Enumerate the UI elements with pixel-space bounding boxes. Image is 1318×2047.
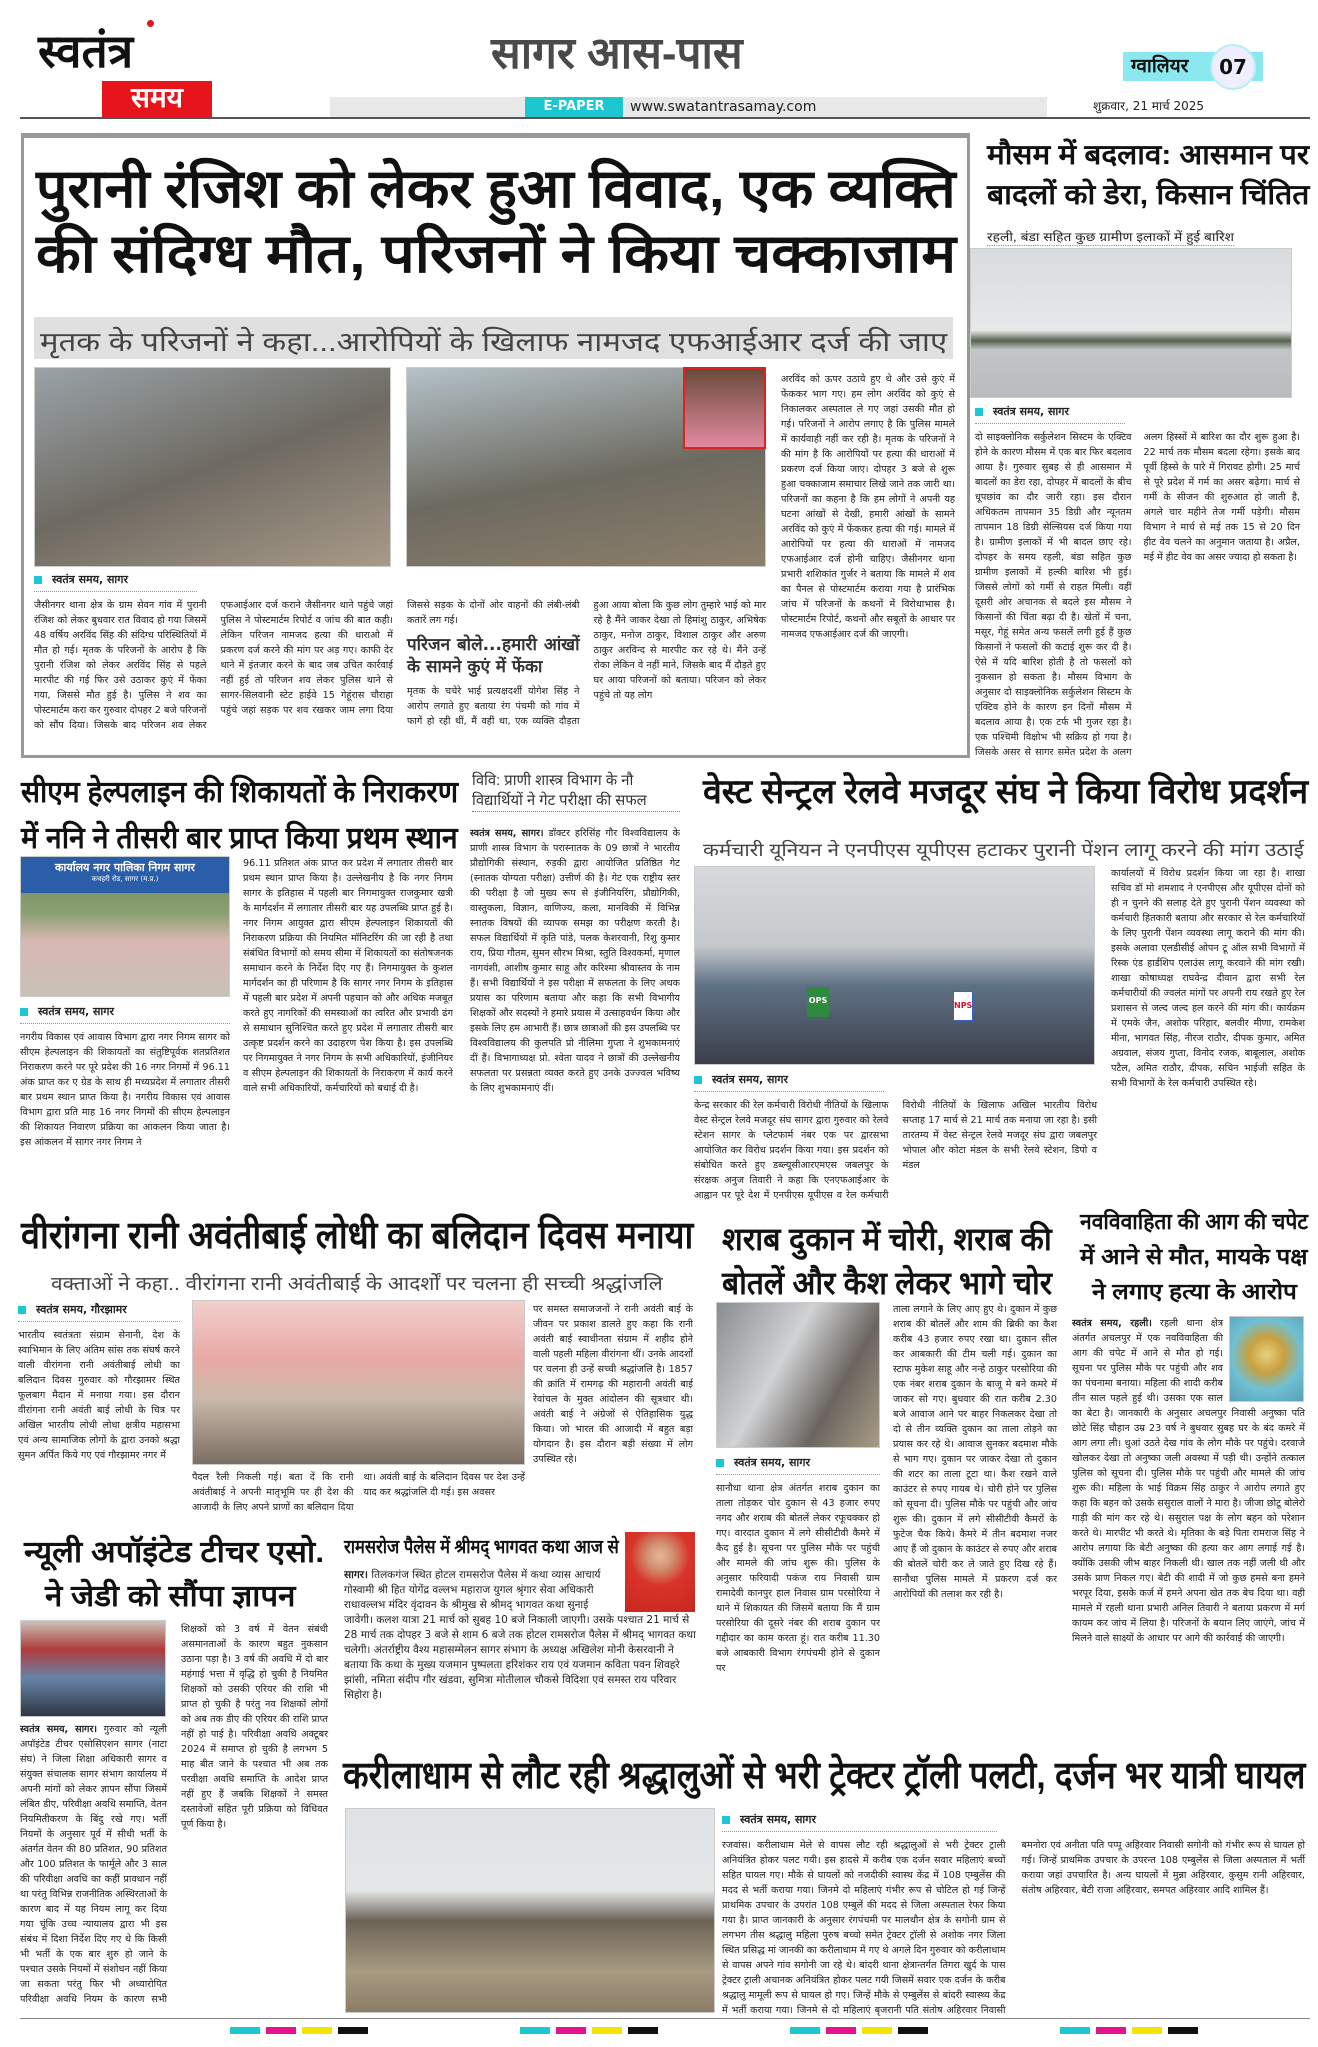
lead-body-right-column: अरविंद को ऊपर उठाये हुए थे और उसे कुएं में फेंककर भाग गए। हम लोग अरविंद को कुएं से निकालकर अस्पताल ले गए जहां उसकी मौत हो गई। परिजनों ने आरोप लगाए है कि पुलिस मामले में कार्यवाही नहीं कर रही है। मृतक के परिजनों ने की मांग है कि आरोपियों पर हत्या की धाराओं में प्रकरण दर्ज किया जाए। दोपहर 3 बजे से शुरू हुआ चक्काजाम समाचार लिखे जाने तक जारी था। परिजनों का कहना है कि हम लोगों ने अपनी यह घटना आंखों से देखी, हमारी आंखों के सामने अरविंद को कुएं में फेंककर हत्या की गई। मामले में आरोपियों पर हत्या की धाराओं में नामजद एफआईआर दर्ज होनी चाहिए। जैसीनगर थाना प्रभारी शशिकांत गुर्जर ने बताया कि मामले में शव का पैनल से पोस्टमार्टम कराया गया है प्रारंभिक जांच में परिजनों के कथनों में विरोधाभास है। पोस्टमार्टम रिपोर्ट, कथनों और सबूतों के आधार पर नामजद एफआईआर दर्ज की जाएगी। <box>781 374 955 640</box>
railway-body-a: केन्द्र सरकार की रेल कर्मचारी विरोधी नीतियों के खिलाफ वेस्ट सेन्ट्रल रेलवे मजदूर संघ सागर द्वारा गुरुवार को रेलवे स्टेशन सागर के प्लेटफार्म नंबर एक पर द्वारसभा आयोजित कर विरोध प्रदर्शन किया गया। इस प्रदर्शन को संबोधित करते हुए डब्ल्यूसीआरएमएस जबलपुर के संरक्षक अनुज तिवारी ने कहा कि एनएफआईआर के आह्वान पर पूरे देश में एनपीएस यूपीएस व रेल कर्मचारी विरोधी नीतियों के खिलाफ अखिल भारतीय विरोध सप्ताह 17 मार्च से 21 मार्च तक मनाया जा रहा है। इसी तारतम्य में वेस्ट सेन्ट्रल रेलवे मजदूर संघ द्वारा जबलपुर भोपाल और कोटा मंडल के सभी रेलवे स्टेशन, डिपो व मंडल <box>694 1100 1097 1201</box>
vidhi-headline <box>472 773 680 812</box>
weather-lake-photo <box>970 248 1292 398</box>
veerangana-dateline: स्वतंत्र समय, गौरझामर <box>18 1302 180 1322</box>
veerangana-headline: वीरांगना रानी अवंतीबाई लोधी का बलिदान दिवस मनाया <box>21 1215 694 1257</box>
veerangana-body-a: भारतीय स्वतंत्रता संग्राम सेनानी, देश के स्वाभिमान के लिए अंतिम सांस तक संघर्ष करने वाली वीरांगना रानी अवंतीबाई लोधी का बलिदान दिवस गुरुवार को गौरझामर स्थित फूलबाग मैदान में मनाया गया। इस दौरान वीरांगना रानी अवंती बाई लोधी के चित्र पर अखिल भारतीय लोधी लोधा क्षत्रीय महासभा एवं अन्य सामाजिक लोगों के द्वारा उनको श्रद्धा सुमन अर्पित किये गए एवं गौरझामर नगर में <box>18 1330 180 1461</box>
lead-dateline: स्वतंत्र समय, सागर <box>34 572 197 592</box>
newlywed-body-text: रहली थाना क्षेत्र अंतर्गत अचलपुर में एक नवविवाहिता की आग की चपेट में आने से मौत हो गई। सूचना पर पुलिस मौके पर पहुंची और शव का पंचनामा बनाया। महिला की शादी करीब तीन साल पहले हुई थी। उसका एक साल का बेटा है। जानकारी के अनुसार अचलपुर निवासी अनुष्का पति छोटे सिंह चौहान उम्र 23 वर्ष ने बुधवार सुबह घर के बंद कमरे में आग लगा ली। धुआं उठते देख गांव के लोग मौके पर पहुंचे। दरवाजे खोलकर देखा तो अनुष्का जली अवस्था में पड़ी थी। उन्होंने तत्काल पुलिस को सूचना दी। पुलिस मौके पर पहुंची और मामले की जांच शुरू की। महिला के भाई विक्रम सिंह ठाकुर ने आरोप लगाते हुए कहा कि बहन को उसके ससुराल वालों ने मारा है। जीजा छोटू बोलेरो गाड़ी की मांग कर रहे थे। ससुराल पक्ष के लोग बहन को परेशान करते थे। मारपीट भी करते थे। मृतिका के बड़े पिता रामराज सिंह ने आरोप लगाया कि बेटी अनुष्का की हत्या कर आग लगाई गई है। क्योंकि उसकी जीभ बाहर निकली थी। खाल तक नहीं जली थी और उसके प्राण निकल गए। बेटी की शादी में जो कुछ हमसे बना हमने भरपूर दिया, इसके कर्ज में हमने अपना खेत तक बेच दिया था। वही मामले में रहली थाना प्रभारी अनिल तिवारी ने बताया प्रकरण में मर्ग कायम कर जांच में लिया है। परिजनों के बयान लिए जाएंगे, जांच में मिलने वाले साक्ष्यों के आधार पर आगे की कार्रवाई की जाएगी। <box>1072 1318 1305 1644</box>
registration-bar <box>862 2027 892 2034</box>
registration-bar <box>1096 2027 1126 2034</box>
registration-bar <box>520 2027 550 2034</box>
newlywed-headline-line-1: नवविवाहिता की आग की चपेट <box>1080 1209 1308 1234</box>
weather-dateline: स्वतंत्र समय, सागर <box>975 404 1125 424</box>
cm-body-a: नगरीय विकास एवं आवास विभाग द्वारा नगर निगम सागर को सीएम हेल्पलाइन की शिकायतों का संतुष्टिपूर्वक शतप्रतिशत निराकरण करने पर पूरे प्रदेश की 16 नगर निगमों में 96.11 अंक प्राप्त कर ए ग्रेड के साथ ही मध्यप्रदेश में लगातार तीसरी बार प्रथम स्थान प्राप्त किया है। नगरीय विकास एवं आवास विभाग द्वारा प्रति माह 16 नगर निगमों की सीएम हेल्पलाइन की शिकायत निवारण प्रक्रिया का आकलन किया जाता है। इस आंकलन में सागर नगर निगम ने <box>20 1032 230 1148</box>
bhagwat-headline: रामसरोज पैलेस में श्रीमद् भागवत कथा आज से <box>344 1537 619 1558</box>
veerangana-event-photo <box>192 1300 525 1465</box>
website-link[interactable]: www.swatantrasamay.com <box>630 99 817 115</box>
vidhi-body-text: डॉक्टर हरिसिंह गौर विश्वविद्यालय के प्राणी शास्त्र विभाग के परास्नातक के 09 छात्रों ने भारतीय प्रौद्योगिकी संस्थान, रुड़की द्वारा आयोजित प्रतिष्ठित गेट (स्नातक योग्यता परीक्षा) उत्तीर्ण की है। गेट एक राष्ट्रीय स्तर की परीक्षा है जो मुख्य रूप से इंजीनियरिंग, प्रौद्योगिकी, वास्तुकला, विज्ञान, वाणिज्य, कला, मानविकी में विभिन्न स्नातक विषयों की व्यापक समझ का परीक्षण करती है। सफल विद्यार्थियों में कृति पांडे, पलक केशरवानी, रिशु कुमार राय, प्रिया गौतम, सुमन सौरभ मिश्रा, स्तुति विश्वकर्मा, मृणाल नागवंशी, आशीष कुमार साहू और करिश्मा श्रीवास्तव के नाम हैं। सभी विद्यार्थियों ने इस परीक्षा में सफलता के लिए अथक प्रयास का परिणाम बताया और कहा कि सभी विभागीय शिक्षकों और सदस्यों ने हमारे प्रयास में उत्साहवर्धन किया और इसके लिए हम आभारी हैं। छात्र छात्राओं की इस उपलब्धि पर विश्वविद्यालय की कुलपति प्रो नीलिमा गुप्ता ने शुभकामनाएं दीं हैं। विभागाध्यक्ष प्रो. श्वेता यादव ने छात्रों की उल्लेखनीय सफलता पर प्रसन्नता व्यक्त करते हुए उनके उज्ज्वल भविष्य के लिए शुभकामनाएं दीं। <box>470 828 680 1094</box>
weather-headline-line-1: मौसम में बदलाव: आसमान पर <box>987 139 1309 170</box>
bhagwat-body <box>344 1568 696 1733</box>
registration-bar <box>266 2027 296 2034</box>
municipal-office-photo <box>20 856 230 997</box>
veerangana-col-1 <box>18 1302 180 1533</box>
tractor-body: रजवांस। करीलाधाम मेले से वापस लौट रही श्रद्धालुओं से भरी ट्रेक्टर ट्राली अनियंत्रित होकर पलट गयी। इस हादसे में करीब एक दर्जन सवार महिलाएं बच्चों सहित घायल गए। मौके से घायलों को नजदीकी स्वास्थ केंद्र में 108 एम्बुलेंस की मदद से भर्ती कराया गया। जिनमे दो महिलाएं गंभीर रूप से चोटिल हो गई जिन्हें प्राथमिक उपचार के उपरांत 108 एम्बुलें की मदद से जिला अस्पताल रेफर किया गया है। प्राप्त जानकारी के अनुसार रंगपंचमी पर मालथौन क्षेत्र के सगोनी ग्राम से लगभग तीस श्रद्धालु महिला पुरुष बच्चो समेत ट्रेक्टर ट्रॉली से अशोक नगर जिला स्थित प्रसिद्ध मां जानकी का करीलाधाम में गए थे अगले दिन गुरुवार को करीलाधाम से वापस अपने गांव सगोनी जा रहे थे। बांदरी थाना क्षेत्रान्तर्गत तिगरा खुर्द के पास ट्रेक्टर ट्राली अचानक अनियंत्रित होकर पलट गयी जिसमें सवार एक दर्जन के करीब श्रद्धालु मामूली रूप से घायल हो गए। जिन्हें मौके से एम्बुलेंस से बांदरी स्वास्थ्य केंद्र में भर्ती कराया गया। जिनमे से दो महिलाएं बृजरानी पति संतोष अहिरवार निवासी बमनोरा एवं अनीता पति पप्पू अहिरवार निवासी सगोनी को गंभीर रूप से घायल हो गई। जिन्हें प्राथमिक उपचार के उपरन्त 108 एम्बुलेंस से जिला अस्पताल में भर्ती कराया जहां उपचारित है। अन्य घायलों में मुन्ना अहिरवार, कुसुम रानी अहिरवार, संतोष अहिरवार, बेटी राजा अहिरवार, समपत अहिरवार आदि शामिल हैं। <box>722 1840 1305 2016</box>
registration-bar <box>592 2027 622 2034</box>
protest-photo-sitting <box>34 367 391 567</box>
registration-bar <box>628 2027 658 2034</box>
registration-bar <box>790 2027 820 2034</box>
registration-bar <box>826 2027 856 2034</box>
railway-headline: वेस्ट सेन्ट्रल रेलवे मजदूर संघ ने किया विरोध प्रदर्शन <box>703 773 1309 811</box>
lead-body-flow <box>34 598 766 738</box>
liquor-body-a: सानौधा थाना क्षेत्र अंतर्गत शराब दुकान का ताला तोड़कर चोर दुकान से 43 हजार रुपए नगद और शराब की बोतलें लेकर रफूचक्कर हो गए। वारदात दुकान में लगे सीसीटीवी कैमरे में कैद हुई है। सूचना पर पुलिस मौके पर पहुंची और मामले की जांच शुरू की। पुलिस के अनुसार फरियादी पकंज राय निवासी ग्राम रामादेवी कानपुर हाल निवास ग्राम परसोरिया ने थाने में शिकायत की जिसमें बताया कि मैं ग्राम परसोरिया की दूसरे नंबर की शराब दुकान पर गद्दीदार का काम करता हूं। रात करीब 11.30 बजे आबकारी विभाग रंगपंचमी होने से दुकान पर <box>716 1483 880 1674</box>
registration-bar <box>1060 2027 1090 2034</box>
cm-dateline: स्वतंत्र समय, सागर <box>20 1004 230 1024</box>
teacher-headline-line-1: न्यूली अपॉइंटेड टीचर एसो. <box>24 1536 325 1569</box>
cm-col-1 <box>20 1004 230 1200</box>
veerangana-subhead: वक्ताओं ने कहा.. वीरांगना रानी अवंतीबाई के आदर्शों पर चलना ही सच्ची श्रद्धांजलि <box>51 1274 663 1295</box>
vidhi-headline-line-2: विद्यार्थियों ने गेट परीक्षा की सफल <box>472 791 647 809</box>
lead-subhead: मृतक के परिजनों ने कहा...आरोपियों के खिलाफ नामजद एफआईआर दर्ज की जाए <box>40 327 948 357</box>
veerangana-body-c: पर समस्त समाजजनों ने रानी अवंती बाई के जीवन पर प्रकाश डालते हुए कहा कि रानी अवंती बाई स्वाधीनता संग्राम में शहीद होने वाली पहली महिला वीरांगना थीं। उनके आदर्शों पर चलना ही उन्हें सच्ची श्रद्धांजलि है। 1857 की क्रांति में रामगढ़ की महारानी अवंती बाई रेवांचल के मुक्त आंदोलन की सूत्रधार थी। अवंती बाई ने अंग्रेजों से ऐतिहासिक युद्ध किया। जो भारत की आजादी में बहुत बड़ा योगदान है। इस दौरान बड़ी संख्या में लोग उपस्थित रहे। <box>533 1304 693 1465</box>
registration-bar <box>338 2027 368 2034</box>
logo-red-dot <box>147 20 154 27</box>
bottom-rule <box>20 2018 1310 2019</box>
tractor-headline: करीलाधाम से लौट रही श्रद्धालुओं से भरी ट्रेक्टर ट्रॉली पलटी, दर्जन भर यात्री घायल <box>343 1755 1306 1797</box>
logo-top: स्वतंत्र <box>38 25 134 77</box>
tractor-dateline: स्वतंत्र समय, सागर <box>722 1812 997 1832</box>
masthead-rule <box>20 117 1310 119</box>
epaper-label: E-PAPER <box>525 97 623 117</box>
liquor-dateline: स्वतंत्र समय, सागर <box>716 1455 880 1475</box>
registration-bar <box>1132 2027 1162 2034</box>
registration-bar <box>302 2027 332 2034</box>
weather-subhead: रहली, बंडा सहित कुछ ग्रामीण इलाकों में हुई बारिश <box>987 230 1235 244</box>
railway-protest-photo <box>694 866 1095 1065</box>
teacher-body-text: गुरुवार को न्यूली अपॉइंटेड टीचर एसोसिएशन सागर (नाटा संघ) ने जिला शिक्षा अधिकारी सागर व संयुक्त संचालक सागर संभाग कार्यालय में अपनी मांगों को लेकर ज्ञापन सौंपा जिसमें लंबित डीए, परिवीक्षा अवधि समाप्ति, वेतन नियमितीकरण के बिंदु रखे गए। भर्ती नियमों के अनुसार पूर्व में सीधी भर्ती के अंतर्गत वेतन की 80 प्रतिशत, 90 प्रतिशत और 100 प्रतिशत के फार्मूले और 3 साल की परिवीक्षा अवधि का कहीं प्रावधान नहीं था परंतु विभिन्न राजनीतिक अस्थिरताओं के कारण बाद में यह नियम लागू कर दिया गया चूंकि उच्च न्यायालय द्वारा भी इस संबंध में दिशा निर्देश दिए गए थे कि किसी भी भर्ती के एक बार शुरु हो जाने के पश्चात उसके नियमों में संशोधन नहीं किया जा सकता परंतु फिर भी अध्यारोपित परिवीक्षा अवधि नियम के कारण सभी शिक्षकों को 3 वर्ष में वेतन संबंधी असमानताओं के कारण बहुत नुकसान उठाना पड़ा है। 3 वर्ष की अवधि में दो बार महंगाई भत्ता में वृद्धि हो चुकी है नियमित शिक्षकों को उसकी एरियर की राशि भी प्राप्त हो चुकी है परंतु नव शिक्षकों लोगों को अब तक डीए की एरियर की राशि प्राप्त नहीं हो पाई है। परिवीक्षा अवधि अक्टूबर 2024 में समाप्त हो चुकी है लगभग 5 माह बीत जाने के पश्चात भी अब तक परवीक्षा अवधि समाप्ति के आदेश प्राप्त नहीं हुए हैं जबकि शिक्षकों ने समस्त दस्तावेजों सहित पूरी प्रक्रिया को विधिवत पूर्ण किया है। <box>20 1624 328 2005</box>
lead-body-part-a: जैसीनगर थाना क्षेत्र के ग्राम सेवन गांव में पुरानी रंजिश को लेकर बुधवार रात विवाद हो गया जिसमें 48 वर्षिय अरविंद सिंह की संदिग्ध परिस्थितियों में मौत हो गई। मृतक के परिजनों के आरोप है कि पुरानी रंजिश को लेकर अरविंद सिंह से पहले मारपीट की गई फिर उसे उठाकर कुएं में फेंका गया, जिससे मौत हुई है। पुलिस ने शव का पोस्टमार्टम करा कर गुरुवार दोपहर 2 बजे परिजनों को सौंप दिया। जिसके बाद परिजन शव लेकर एफआईआर दर्ज कराने जैसीनगर थाने पहुंचे जहां पुलिस ने पोस्टमार्टम रिपोर्ट व जांच की बात कही। लेकिन परिजन नामजद हत्या की धाराओ में प्रकरण दर्ज करने की मांग पर अड़ गए। काफी देर थाने में इंतजार करने के बाद जब उचित कार्रवाई नहीं हुई तो परिजन शव लेकर पुलिस थाने से सागर-सिलवानी स्टेट हाईवे 15 गेहूंरास चौराहा पहुंचे जहां सड़क पर शव रखकर जाम लगा दिया जिससे सड़क के दोनों ओर वाहनों की लंबी-लंबी कतारें लग गई। <box>34 600 580 731</box>
newlywed-dateline: स्वतंत्र समय, रहली। <box>1072 1318 1152 1329</box>
newlywed-body <box>1072 1316 1305 1740</box>
registration-bar <box>230 2027 260 2034</box>
placard-nps: NPS <box>953 991 973 1021</box>
weather-body <box>975 404 1300 758</box>
portrait-spacer <box>1223 1316 1305 1402</box>
registration-bar <box>1168 2027 1198 2034</box>
lead-body-columns <box>34 572 766 742</box>
teacher-body <box>20 1622 328 2012</box>
edition-badge: ग्वालियर <box>1123 52 1263 81</box>
liquor-body-b: ताला लगाने के लिए आए हुए थे। दुकान में कुछ शराब की बोतलें और शाम की ब्रिकी का कैश करीब 43 हजार रुपए रखा था। दुकान सील कर आबकारी की टीम चली गई। दुकान का स्टाफ मुकेश साहू और नन्हे ठाकुर परसोरिया की एक नंबर शराब दुकान के बाजू मे बने कमरे में जाकर सो गए। बुधवार की रात करीब 2.30 बजे आवाज आने पर बाहर निकलकर देखा तो दो से तीन व्यक्ति दुकान का ताला तोड़ने का प्रयास कर रहे थे। आवाज सुनकर बदमाश मौके से भाग गए। दुकान पर जाकर देखा तो दुकान की शटर का ताला टूटा था। कैश रखने वाले काउंटर से रुपए गायब थे। चोरी होने पर पुलिस को सूचना दी। पुलिस मौके पर पहुंची और जांच शुरू की। दुकान में लगे सीसीटीवी कैमरों के फुटेज चैक किये। कैमरे में तीन बदमाश नजर आए हैं जो दुकान के काउंटर से रुपए और शराब की बोतलें चोरी कर ले जाते हुए दिख रहे हैं। सानौधा पुलिस मामले में प्रकरण दर्ज कर आरोपियों की तलाश कर रही है। <box>893 1304 1057 1600</box>
bhagwat-dateline: सागर। <box>344 1569 369 1581</box>
placard-ops: OPS <box>807 987 829 1017</box>
issue-date: शुक्रवार, 21 मार्च 2025 <box>1093 99 1205 113</box>
railway-dateline: स्वतंत्र समय, सागर <box>694 1072 884 1092</box>
cm-body-b: 96.11 प्रतिशत अंक प्राप्त कर प्रदेश में लगातार तीसरी बार प्रथम स्थान प्राप्त किया है। उल्लेखनीय है कि नगर निगम सागर के इतिहास में पहली बार निगमायुक्त राजकुमार खत्री के मार्गदर्शन में लगातार तीसरी बार यह उपलब्धि प्राप्त हुई है। नगर निगम आयुक्त द्वारा सीएम हेल्पलाइन शिकायतों की निराकरण प्रक्रिया की नियमित मॉनिटरिंग की जा रही है तथा संबंधित विभागों को समय सीमा में शिकायतों का संतोषजनक समाधान करने के निर्देश दिए गए हैं। निगमायुक्त के कुशल मार्गदर्शन का ही परिणाम है कि सागर नगर निगम के इतिहास में पहली बार प्रदेश में अपनी पहचान को और अधिक मजबूत करते हुए नागरिकों की समस्याओं का त्वरित और प्रभावी ढंग से समाधान सुनिश्चित करते हुए प्रदेश में लगातार तीसरी बार उत्कृष्ट प्रदर्शन करने का उदाहरण पेश किया है। इस उपलब्धि पर निगमायुक्त ने नगर निगम के सभी अधिकारियों, इंजीनियर व सीएम हेल्पलाइन की शिकायतों के निराकरण में कार्य करने वाले सभी अधिकारियों, कर्मचारियों को बधाई दी है। <box>243 858 453 1094</box>
cm-headline-line-2: में ननि ने तीसरी बार प्राप्त किया प्रथम स्थान <box>21 822 458 855</box>
signboard-text: कार्यालय नगर पालिका निगम सागर <box>55 861 195 874</box>
liquor-headline-line-1: शराब दुकान में चोरी, शराब की <box>722 1221 1052 1257</box>
lead-headline-line-2: की संदिग्ध मौत, परिजनों ने किया चक्काजाम <box>36 224 957 284</box>
bhagwat-body-text: तिलकगंज स्थित होटल रामसरोज पैलेस में कथा व्यास आचार्य गोस्वामी श्री हित योगेंद्र वल्लभ महाराज युगल श्रृंगार सेवा अधिकारी राधावल्लभ मंदिर वृंदावन के श्रीमुख से श्रीमद् भागवत कथा सुनाई जावेगी। कलश यात्रा 21 मार्च को सुबह 10 बजे निकाली जाएगी। उसके पश्चात 21 मार्च से 28 मार्च तक दोपहर 3 बजे से शाम 6 बजे तक होटल रामसरोज पैलेस में श्रीमद् भागवत कथा चलेगी। अंतर्राष्ट्रीय वैश्य महासम्मेलन सागर संभाग के अध्यक्ष अखिलेश मोनी केसरवानी ने बताया कि कथा के मुख्य यजमान पुष्पलता हरिशंकर राय एवं यजमान कविता पवन शिवहरे झांसी, नमिता संदीप गौर खंडवा, सुमित्रा मोतीलाल चौकसे विदिशा एवं समस्त राय परिवार सिहोरा है। <box>344 1569 696 1701</box>
weather-headline-line-2: बादलों को डेरा, किसान चिंतित <box>987 179 1310 210</box>
victim-portrait <box>683 367 766 449</box>
overturned-tractor-photo <box>345 1808 715 2013</box>
photo-spacer <box>20 1622 167 1722</box>
vidhi-headline-line-1: विवि: प्राणी शास्त्र विभाग के नौ <box>472 772 634 789</box>
registration-bar <box>898 2027 928 2034</box>
teacher-dateline: स्वतंत्र समय, सागर। <box>20 1724 98 1735</box>
portrait-spacer <box>620 1568 696 1613</box>
newlywed-headline-line-3: ने लगाए हत्या के आरोप <box>1092 1279 1297 1304</box>
cctv-still-photo <box>716 1302 880 1448</box>
lead-inner-subhead: परिजन बोले...हमारी आंखों के सामने कुएं में फेंका <box>407 635 580 677</box>
lead-body-part-b: मृतक के चचेरे भाई प्रत्यक्षदर्शी योगेश सिंह ने आरोप लगाते हुए बताया रंग पंचमी को गांव में फागें हो रही थीं, मैं वहीं था, एक व्यक्ति दौड़ता हुआ आया बोला कि कुछ लोग तुम्हारे भाई को मार रहे है मैंने जाकर देखा तो हिमांशु ठाकुर, अभिषेक ठाकुर, मनोज ठाकुर, विशाल ठाकुर और अरुण ठाकुर अरविन्द से मारपीट कर रहे थे। मैंने उन्हें रोका लेकिन वे नहीं माने, जिसके बाद मैं दौड़ते हुए घर आया परिजनों को बताया। परिजन को लेकर पहुंचे तो यह लोग <box>407 600 766 727</box>
vidhi-body <box>470 826 680 1201</box>
lead-headline-line-1: पुरानी रंजिश को लेकर हुआ विवाद, एक व्यक्ति <box>36 159 956 219</box>
page-number: 07 <box>1210 44 1256 90</box>
teacher-headline-line-2: ने जेडी को सौंपा ज्ञापन <box>45 1580 296 1613</box>
railway-subhead: कर्मचारी यूनियन ने एनपीएस यूपीएस हटाकर पुरानी पेंशन लागू करने की मांग उठाई <box>703 840 1304 860</box>
weather-body-text: दो साइक्लोनिक सर्कुलेशन सिस्टम के एक्टिव होने के कारण मौसम में एक बार फिर बदलाव आया है। गुरुवार सुबह से ही आसमान में बादलों का डेरा रहा, दोपहर में बादलों के बीच धूपछांव का दौर जारी रहा। इस दौरान अधिकतम तापमान 35 डिग्री और न्यूनतम तापमान 18 डिग्री सेल्सियस दर्ज किया गया है। ग्रामीण इलाकों में भी बादल छाए रहे। दोपहर के समय रहली, बंडा सहित कुछ ग्रामीण इलाकों में हल्की बारिश भी हुई। जिससे लोगों को गर्मी से राहत मिली। वहीं दूसरी ओर अचानक से बदले इस मौसम ने किसानों की चिंता बढ़ा दी है। खेतों में चना, मसूर, गेहूं समेत अन्य फसलें लगी हुई हैं कुछ किसानों ने फसलों की कटाई शुरू कर दी है। ऐसे में यदि बारिश होती है तो फसलों को नुकसान हो सकता है। मौसम विभाग के अनुसार दो साइक्लोनिक सर्कुलेशन सिस्टम के एक्टिव होने के कारण इन दिनों मौसम में बदलाव आया है। एक टर्फ भी गुजर रहा है। एक पश्चिमी विक्षोभ भी सक्रिय हो गया है। जिसके असर से सागर समेत प्रदेश के अलग अलग हिस्सों में बारिश का दौर शुरू हुआ है। 22 मार्च तक मौसम बदला रहेगा। इसके बाद पूर्वी हिस्से के पारे में गिरावट होगी। 25 मार्च से पूरे प्रदेश में गर्म का असर बढ़ेगा। मार्च से गर्मी के सीजन की शुरुआत हो जाती है, अगले चार महीने तेज गर्मी पड़ेगी। मौसम विभाग ने मार्च से मई तक 15 से 20 दिन हीट वेव चलने का अनुमान जताया है। अप्रैल, मई में हीट वेव का असर ज्यादा हो सकता है। <box>975 432 1300 758</box>
railway-body-b: कार्यालयों में विरोध प्रदर्शन किया जा रहा है। शाखा सचिव डॉ मो शमशाद ने एनपीएस और यूपीएस दोनों को ही न चुनने की सलाह देते हुए पुरानी पेंशन व्यवस्था को कर्मचारी हितकारी बताया और सरकार से रेल कर्मचारियों के लिए पुरानी पेंशन व्यवस्था लागू कराने की मांग की। इसके अलावा एलडीसीई ओपन टू ऑल सभी विभागों में रिस्क एंड हार्डशिप एलाउंस लागू करवाने की मांग रखी। शाखा कोषाध्यक्ष राघवेन्द्र दीवान द्वारा सभी रेल कर्मचारीयों की ज्वलंत मांगों पर अपनी राय रखते हुए रेल प्रशासन से जल्द जल्द हल करने की मांग की। कार्यक्रम में एमके जैन, अशोक परिहार, बलवीर मीणा, रामकेश मीना, भागवत सिंह, नीरज राठौर, दीपक कुमार, अमित अग्रवाल, संजय गुप्ता, विनोद रजक, बाबूलाल, अशोक पटैल, अमित राठौर, दीपक, सचिन भाईजी सहित के सभी विभागों के रेल कर्मचारी उपस्थित रहे। <box>1111 868 1305 1089</box>
section-title: सागर आस-पास <box>491 29 743 78</box>
liquor-headline-line-2: बोतलें और कैश लेकर भागे चोर <box>722 1265 1052 1301</box>
signboard-subtext: कचहरी रोड, सागर (म.प्र.) <box>91 875 159 883</box>
registration-bar <box>556 2027 586 2034</box>
vidhi-dateline: स्वतंत्र समय, सागर। <box>470 828 544 839</box>
veerangana-body-b: पैदल रैली निकली गई। बता दें कि रानी अवंतीबाई ने अपनी मातृभूमि पर ही देश की आजादी के लिए अपने प्राणों का बलिदान दिया था। अवंती बाई के बलिदान दिवस पर देश उन्हें याद कर श्रद्धांजलि दी गई। इस अवसर <box>192 1472 525 1513</box>
newlywed-headline-line-2: में आने से मौत, मायके पक्ष <box>1080 1244 1308 1269</box>
liquor-col-1 <box>716 1455 880 1743</box>
cm-headline-line-1: सीएम हेल्पलाइन की शिकायतों के निराकरण <box>21 776 459 809</box>
logo-bottom: समय <box>102 81 212 117</box>
railway-cols <box>694 1072 1097 1206</box>
office-signboard <box>21 857 229 893</box>
tractor-cols <box>722 1812 1305 2023</box>
